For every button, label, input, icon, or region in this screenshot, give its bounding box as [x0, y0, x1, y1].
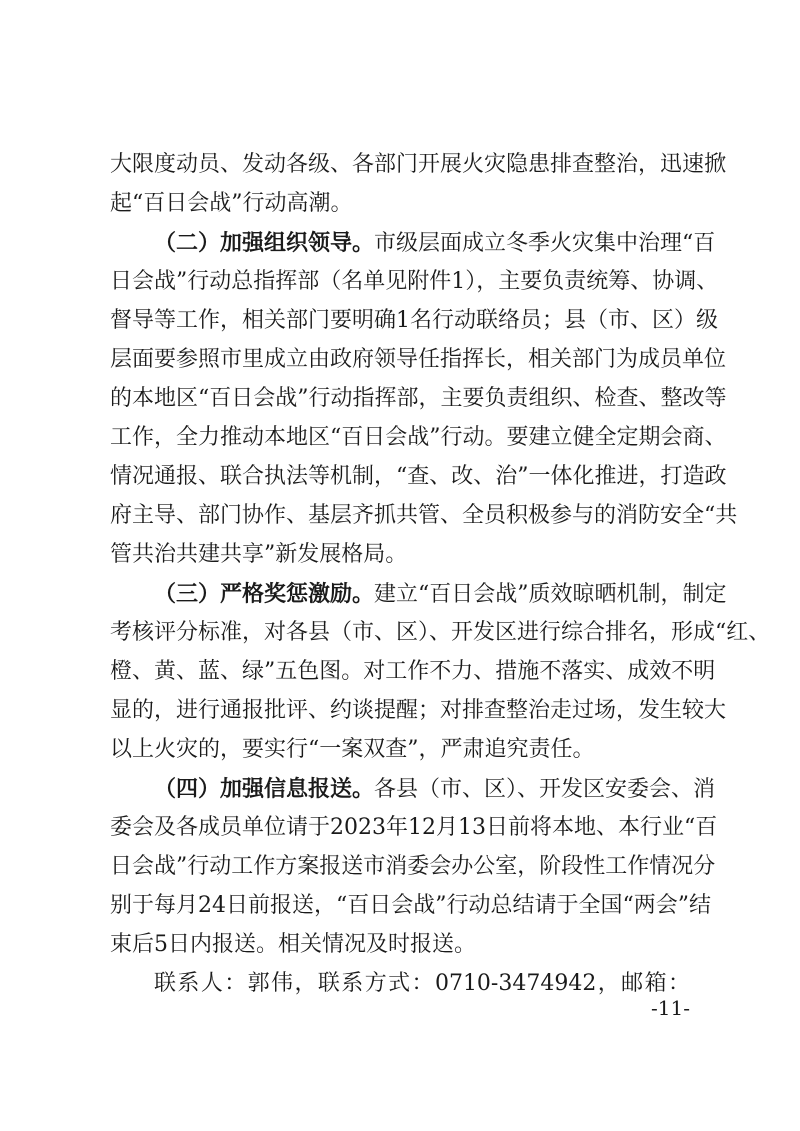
text-line-13: 考核评分标准，对各县（市、区）、开发区进行综合排名，形成“红、	[110, 620, 771, 645]
text-line-11: 管共治共建共享”新发展格局。	[110, 542, 408, 567]
text-line-9: 情况通报、联合执法等机制，“查、改、治”一体化推进，打造政	[110, 464, 727, 489]
text-line-19: 日会战”行动工作方案报送市消委会办公室，阶段性工作情况分	[110, 854, 716, 879]
text-line-4: 日会战”行动总指挥部（名单见附件1），主要负责统筹、协调、	[110, 269, 719, 294]
section-four-first-text: 各县（市、区）、开发区安委会、消	[374, 777, 716, 802]
text-line-14: 橙、黄、蓝、绿”五色图。对工作不力、措施不落实、成效不明	[110, 659, 716, 684]
text-line-18: 委会及各成员单位请于2023年12月13日前将本地、本行业“百	[110, 815, 718, 840]
text-line-7: 的本地区“百日会战”行动指挥部，主要负责组织、检查、整改等	[110, 386, 727, 411]
section-three-first-line	[154, 579, 727, 610]
contact-line: 联系人：郭伟，联系方式：0710-3474942，邮箱：	[154, 971, 690, 996]
text-line-1: 大限度动员、发动各级、各部门开展火灾隐患排查整治，迅速掀	[110, 152, 727, 177]
text-line-16: 以上火灾的，要实行“一案双查”，严肃追究责任。	[110, 737, 595, 762]
text-line-5: 督导等工作，相关部门要明确1名行动联络员；县（市、区）级	[110, 308, 718, 333]
section-heading-four: （四）加强信息报送。	[154, 776, 375, 802]
text-line-6: 层面要参照市里成立由政府领导任指挥长，相关部门为成员单位	[110, 347, 727, 372]
text-line-21: 束后5日内报送。相关情况及时报送。	[110, 932, 476, 957]
section-two-first-line	[154, 228, 716, 259]
section-four-first-line	[154, 774, 716, 805]
section-two-first-text: 市级层面成立冬季火灾集中治理“百	[374, 231, 716, 256]
text-line-8: 工作，全力推动本地区“百日会战”行动。要建立健全定期会商、	[110, 425, 727, 450]
text-line-10: 府主导、部门协作、基层齐抓共管、全员积极参与的消防安全“共	[110, 503, 738, 528]
text-line-20: 别于每月24日前报送，“百日会战”行动总结请于全国“两会”结	[110, 893, 711, 918]
page-number: -11-	[651, 996, 690, 1020]
section-three-first-text: 建立“百日会战”质效晾晒机制，制定	[374, 582, 727, 607]
section-heading-two: （二）加强组织领导。	[154, 230, 375, 256]
section-heading-three: （三）严格奖惩激励。	[154, 581, 375, 607]
text-line-2: 起“百日会战”行动高潮。	[110, 191, 353, 216]
text-line-15: 显的，进行通报批评、约谈提醒；对排查整治走过场，发生较大	[110, 698, 727, 723]
